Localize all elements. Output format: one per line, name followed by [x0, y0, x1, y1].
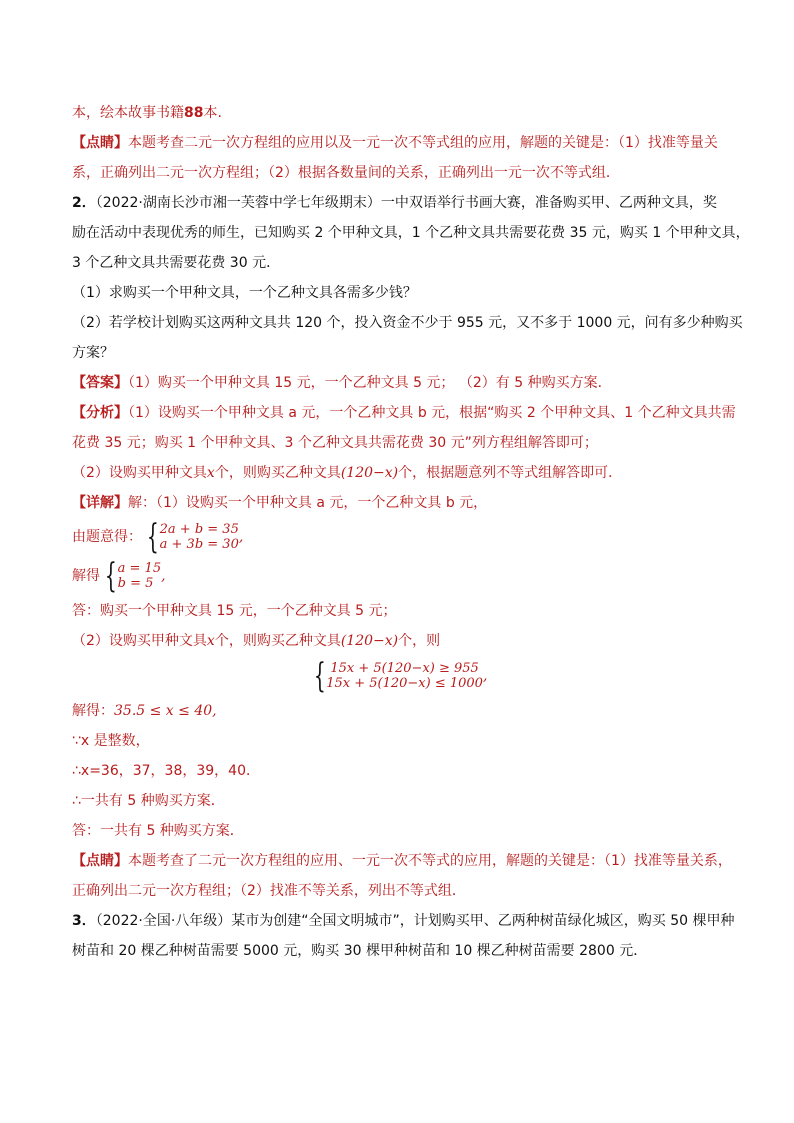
brace-icon: { — [104, 556, 117, 596]
note-line-1 — [72, 128, 724, 158]
note-tag: 【点睛】 — [72, 853, 128, 869]
text: （2）设购买甲种文具 — [72, 633, 207, 649]
q3-stem-line-2: 树苗和 20 棵乙种树苗需要 5000 元，购买 30 棵甲种树苗和 10 棵乙种树苗需要 2800 元． — [72, 943, 648, 959]
final-answer-line: 答：一共有 5 种购买方案． — [72, 823, 244, 839]
detail-text: 解：（1）设购买一个甲种文具 a 元，一个乙种文具 b 元， — [128, 495, 488, 511]
text: 由题意得： — [72, 529, 142, 545]
text: 本. — [203, 105, 222, 121]
q2-sub-question-2b: 方案？ — [72, 345, 114, 361]
text: 个，则 — [398, 633, 441, 649]
note-tag: 【点睛】 — [72, 135, 128, 151]
note-2-line-2: 正确列出二元一次方程组；（2）找准不等关系，列出不等式组． — [72, 883, 466, 899]
inequality-system: { 15x + 5(120−x) ≥ 955 15x + 5(120−x) ≤ 1000 , — [313, 656, 488, 696]
solution-system-line — [72, 556, 724, 596]
answer-tag: 【答案】 — [72, 375, 128, 391]
therefore-line-1: ∴x=36，37，38，39，40． — [72, 763, 260, 779]
solve-line — [72, 696, 724, 726]
number: 88 — [184, 105, 204, 121]
text: 解得： — [72, 703, 114, 719]
note-text: 本题考查二元一次方程组的应用以及一元一次不等式组的应用，解题的关键是：（1）找准等量关 — [128, 135, 718, 151]
question-source: （2022·湖南长沙市湘一芙蓉中学七年级期末） — [95, 195, 381, 211]
text: 个，则购买乙种文具 — [214, 465, 341, 481]
solution-system: { a = 15 b = 5 , — [104, 556, 166, 596]
math-expr: 35.5 ≤ x ≤ 40, — [114, 703, 217, 719]
equation: 2a + b = 35 — [159, 522, 239, 537]
therefore-line-2: ∴一共有 5 种购买方案． — [72, 793, 225, 809]
text: 解得 — [72, 568, 100, 584]
math-expr: (120−x) — [340, 633, 399, 649]
analysis-line-2: 花费 35 元；购买 1 个甲种文具、3 个乙种文具共需花费 30 元”列方程组解答即可； — [72, 435, 598, 451]
inequality: 15x + 5(120−x) ≤ 1000 — [326, 676, 483, 691]
analysis-tag: 【分析】 — [72, 405, 128, 421]
text: 个，则购买乙种文具 — [214, 633, 341, 649]
q2-stem-line-2: 励在活动中表现优秀的师生，已知购买 2 个甲种文具，1 个乙种文具共需要花费 35 元，购买 1 个甲种文具， — [72, 225, 750, 241]
q2-stem-line-3: 3 个乙种文具共需要花费 30 元． — [72, 255, 281, 271]
question-text: 某市为创建“全国文明城市”，计划购买甲、乙两种树苗绿化城区，购买 50 棵甲种 — [231, 913, 735, 929]
analysis-text: （1）设购买一个甲种文具 a 元，一个乙种文具 b 元，根据“购买 2 个甲种文具、1 个乙种文具共需 — [128, 405, 736, 421]
question-text: 一中双语举行书画大赛，准备购买甲、乙两种文具，奖 — [380, 195, 717, 211]
analysis-line-3 — [72, 458, 724, 488]
continued-answer-line — [72, 98, 724, 128]
because-line: ∵x 是整数， — [72, 733, 150, 749]
text: （2）设购买甲种文具 — [72, 465, 207, 481]
q3-stem-line-1 — [72, 906, 735, 936]
math-var: x — [206, 465, 215, 481]
answer-line — [72, 368, 724, 398]
text: 个，根据题意列不等式组解答即可． — [398, 465, 623, 481]
detail-line-1 — [72, 488, 724, 518]
brace-icon: { — [313, 656, 326, 696]
inequality-system-line — [72, 656, 724, 696]
detail-tag: 【详解】 — [72, 495, 128, 511]
equation-system: { 2a + b = 35 a + 3b = 30 , — [146, 517, 244, 557]
equation: a = 15 — [117, 561, 162, 576]
answer-text: （1）购买一个甲种文具 15 元，一个乙种文具 5 元； （2）有 5 种购买方案． — [128, 375, 612, 391]
question-number: 2． — [72, 195, 96, 211]
brace-icon: { — [146, 517, 159, 557]
document-page — [72, 98, 750, 966]
question-source: （2022·全国·八年级） — [95, 913, 232, 929]
text: 本，绘本故事书籍 — [72, 105, 184, 121]
inequality: 15x + 5(120−x) ≥ 955 — [330, 661, 479, 676]
math-expr: (120−x) — [340, 465, 399, 481]
equation: a + 3b = 30 — [159, 537, 239, 552]
equation: b = 5 — [117, 576, 154, 591]
note-2-line-1 — [72, 846, 732, 876]
question-number: 3． — [72, 913, 96, 929]
math-var: x — [206, 633, 215, 649]
part-2-setup — [72, 626, 724, 656]
q2-sub-question-2a: （2）若学校计划购买这两种文具共 120 个，投入资金不少于 955 元，又不多于 1000 元，问有多少种购买 — [72, 315, 743, 331]
note-line-2: 系，正确列出二元一次方程组；（2）根据各数量间的关系，正确列出一元一次不等式组． — [72, 165, 620, 181]
q2-sub-question-1: （1）求购买一个甲种文具，一个乙种文具各需多少钱？ — [72, 285, 417, 301]
analysis-line-1 — [72, 398, 736, 428]
q2-stem-line-1 — [72, 188, 724, 218]
answer-part-1: 答：购买一个甲种文具 15 元，一个乙种文具 5 元； — [72, 603, 397, 619]
note-text: 本题考查了二元一次方程组的应用、一元一次不等式的应用，解题的关键是：（1）找准等量关系， — [128, 853, 732, 869]
equation-system-line — [72, 518, 724, 556]
